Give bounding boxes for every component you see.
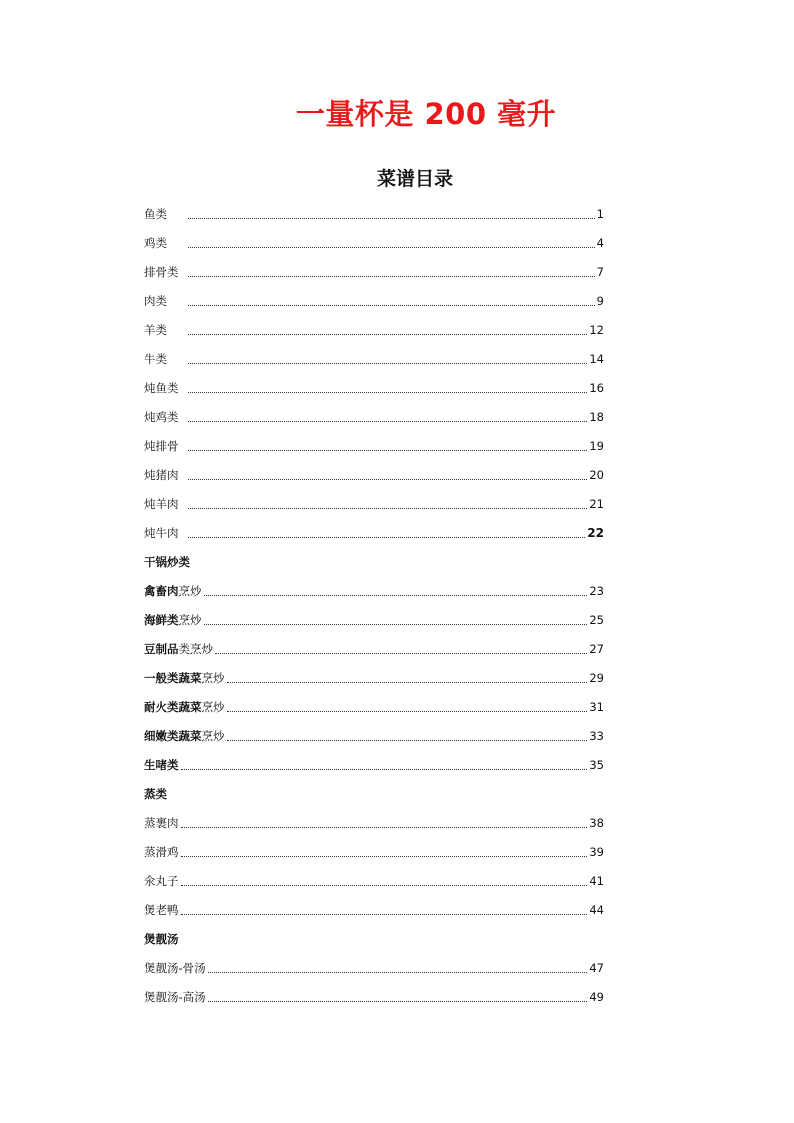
toc-entry-label: 豆制品类烹炒: [144, 641, 213, 656]
toc-entry-label: 肉类: [144, 293, 167, 308]
toc-entry-label-bold-part: 豆制品: [144, 641, 179, 656]
toc-entry-label-bold-part: 耐火类蔬菜: [144, 699, 202, 714]
dot-leader: [188, 420, 587, 422]
toc-entry[interactable]: [144, 634, 604, 663]
toc-page-number: 33: [589, 728, 604, 743]
dot-leader: [208, 971, 588, 973]
toc-page-number: 38: [589, 815, 604, 830]
toc-entry-label: 炖排骨: [144, 438, 179, 453]
toc-entry-label: 牛类: [144, 351, 167, 366]
toc-entry[interactable]: [144, 460, 604, 489]
toc-entry-label: [144, 757, 179, 773]
toc-entry-label: 煲靓汤: [144, 931, 179, 946]
toc-entry-label: 煲老鸭: [144, 902, 179, 917]
dot-leader: [227, 710, 588, 712]
toc-page-number: 21: [589, 496, 604, 511]
toc-entry-label: 排骨类: [144, 264, 179, 279]
toc-entry[interactable]: [144, 605, 604, 634]
toc-page-number: 47: [589, 960, 604, 975]
toc-entry[interactable]: [144, 576, 604, 605]
toc-page-number: 49: [589, 989, 604, 1004]
dot-leader: [181, 768, 588, 770]
toc-entry-label: 炖牛肉: [144, 525, 179, 540]
toc-entry[interactable]: [144, 721, 604, 750]
toc-page-number: 19: [589, 438, 604, 453]
toc-entry-label: 羊类: [144, 322, 167, 337]
toc-entry-label: 鸡类: [144, 235, 167, 250]
dot-leader: [227, 681, 588, 683]
toc-page-number: 4: [596, 235, 604, 250]
page-banner-title: 一量杯是 200 毫升: [295, 97, 557, 131]
toc-entry[interactable]: [144, 953, 604, 982]
toc-page-number: 25: [589, 612, 604, 627]
toc-entry-label: 海鲜类烹炒: [144, 612, 202, 627]
toc-entry-label: 鱼类: [144, 206, 167, 221]
dot-leader: [181, 826, 588, 828]
toc-entry-label: 细嫩类蔬菜烹炒: [144, 728, 225, 743]
toc-entry[interactable]: [144, 837, 604, 866]
toc-entry-label: 耐火类蔬菜烹炒: [144, 699, 225, 714]
dot-leader: [215, 652, 587, 654]
toc-entry[interactable]: [144, 373, 604, 402]
toc-entry[interactable]: [144, 663, 604, 692]
dot-leader: [188, 275, 595, 277]
toc-page-number: 29: [589, 670, 604, 685]
toc-page-number: 9: [596, 293, 604, 308]
dot-leader: [188, 507, 587, 509]
toc-entry-label: 炖羊肉: [144, 496, 179, 511]
toc-page-number: 20: [589, 467, 604, 482]
dot-leader: [188, 478, 587, 480]
dot-leader: [181, 884, 588, 886]
toc-entry-label-bold-part: 禽畜肉: [144, 583, 179, 598]
toc-entry-label: 禽畜肉烹炒: [144, 583, 202, 598]
toc-page-number: 31: [589, 699, 604, 714]
toc-entry[interactable]: [144, 982, 604, 1011]
toc-entry[interactable]: [144, 286, 604, 315]
toc-page-number: 27: [589, 641, 604, 656]
toc-entry[interactable]: [144, 431, 604, 460]
toc-page-number: 23: [589, 583, 604, 598]
toc-entry-label: 蒸滑鸡: [144, 844, 179, 859]
toc-entry-label: 煲靓汤-高汤: [144, 989, 206, 1004]
toc-section-heading: [144, 779, 604, 808]
toc-entry-label: 炖猪肉: [144, 467, 179, 482]
toc-entry-label: 蒸裹肉: [144, 815, 179, 830]
toc-entry[interactable]: [144, 344, 604, 373]
toc-section-heading: [144, 547, 604, 576]
dot-leader: [204, 594, 588, 596]
dot-leader: [181, 913, 588, 915]
dot-leader: [188, 536, 585, 538]
toc-entry[interactable]: [144, 402, 604, 431]
toc-entry[interactable]: [144, 692, 604, 721]
toc-entry-label: 炖鸡类: [144, 409, 179, 424]
dot-leader: [181, 855, 588, 857]
toc-entry-label: 氽丸子: [144, 873, 179, 888]
dot-leader: [204, 623, 588, 625]
toc-entry[interactable]: [144, 315, 604, 344]
toc-page-number: 44: [589, 902, 604, 917]
toc-entry-label-bold-part: 一般类蔬菜: [144, 670, 202, 685]
toc-title: 菜谱目录: [376, 168, 453, 190]
toc-entry-label-bold-part: 生啫类: [144, 757, 179, 772]
toc-entry-label-bold-part: 细嫩类蔬菜: [144, 728, 202, 743]
toc-page-number: 35: [589, 757, 604, 772]
toc-entry-label: 煲靓汤-骨汤: [144, 960, 206, 975]
toc-entry-label: 一般类蔬菜烹炒: [144, 670, 225, 685]
toc-entry[interactable]: [144, 895, 604, 924]
toc-page-number: 16: [589, 380, 604, 395]
toc-page-number: 22: [587, 525, 604, 540]
toc-page-number: 14: [589, 351, 604, 366]
toc-entry-label: 干锅炒类: [144, 554, 190, 569]
toc-entry[interactable]: [144, 750, 604, 779]
table-of-contents: [144, 199, 604, 1011]
dot-leader: [227, 739, 588, 741]
dot-leader: [188, 391, 587, 393]
toc-entry[interactable]: [144, 489, 604, 518]
dot-leader: [188, 333, 587, 335]
dot-leader: [188, 362, 587, 364]
toc-page-number: 18: [589, 409, 604, 424]
toc-page-number: 7: [596, 264, 604, 279]
toc-entry[interactable]: [144, 518, 604, 547]
dot-leader: [188, 449, 587, 451]
toc-section-heading: [144, 924, 604, 953]
dot-leader: [208, 1000, 588, 1002]
toc-entry-label: 炖鱼类: [144, 380, 179, 395]
toc-page-number: 41: [589, 873, 604, 888]
toc-entry[interactable]: [144, 257, 604, 286]
toc-entry[interactable]: [144, 228, 604, 257]
dot-leader: [188, 304, 595, 306]
toc-page-number: 39: [589, 844, 604, 859]
dot-leader: [188, 246, 595, 248]
toc-page-number: 1: [596, 206, 604, 221]
toc-page-number: 12: [589, 322, 604, 337]
toc-entry-label: 蒸类: [144, 786, 167, 801]
toc-entry[interactable]: [144, 199, 604, 228]
dot-leader: [188, 217, 595, 219]
toc-entry[interactable]: [144, 866, 604, 895]
toc-entry-label-bold-part: 海鲜类: [144, 612, 179, 627]
toc-entry[interactable]: [144, 808, 604, 837]
